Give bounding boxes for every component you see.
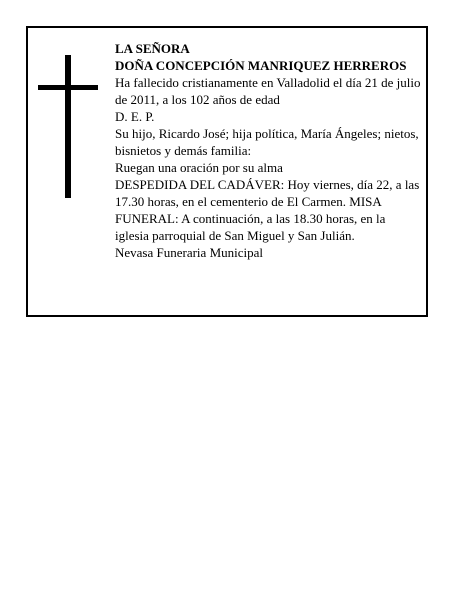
family-line: Su hijo, Ricardo José; hija política, María Ángeles; nietos, bisnietos y demás familia: [115, 126, 419, 158]
cross-vertical-bar [65, 55, 71, 198]
prayer-request: Ruegan una oración por su alma [115, 160, 283, 175]
obituary-notice [26, 26, 428, 317]
cross-icon [38, 55, 98, 198]
cross-horizontal-bar [38, 85, 98, 90]
funeral-home: Nevasa Funeraria Municipal [115, 245, 264, 260]
rip-line: D. E. P. [115, 109, 155, 124]
funeral-details: DESPEDIDA DEL CADÁVER: Hoy viernes, día 22, a las 17.30 horas, en el cementerio de El Carmen. MISA FUNERAL: A continuación, a las 18.30 horas, en la iglesia parroquial de San Miguel y San Julián. [115, 177, 420, 243]
deceased-name: DOÑA CONCEPCIÓN MANRIQUEZ HERREROS [115, 58, 407, 73]
death-announcement: Ha fallecido cristianamente en Valladolid el día 21 de julio de 2011, a los 102 años de edad [115, 75, 421, 107]
notice-text [115, 40, 421, 261]
heading-title: LA SEÑORA [115, 41, 190, 56]
